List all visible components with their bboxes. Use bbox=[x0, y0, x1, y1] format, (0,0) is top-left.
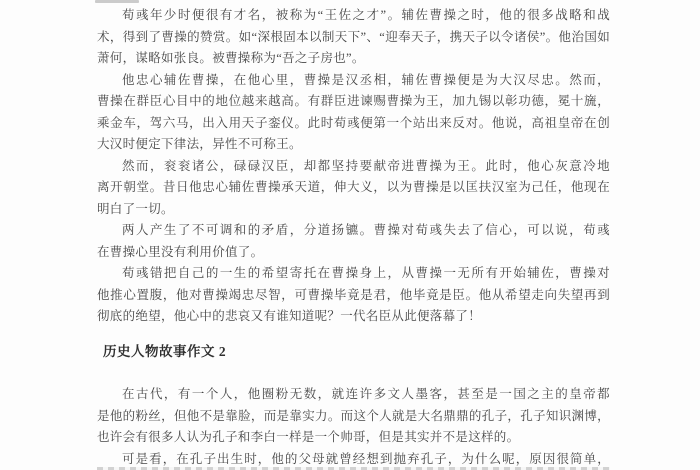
text-line: 在曹操心里没有利用价值了。 bbox=[97, 244, 264, 259]
text-line: 可是看，在孔子出生时，他的父母就曾经想到抛弃孔子，为什么呢，原因很简单， bbox=[122, 451, 610, 466]
text-line: 然而，衮衮诸公，碌碌汉臣，却都坚持要献帝进曹操为王。此时，他心灰意冷地 bbox=[122, 158, 610, 173]
text-line: 彻底的绝望，他心中的悲哀又有谁知道呢？一代名臣从此便落幕了！ bbox=[97, 309, 482, 323]
text-line: 术，得到了曹操的赞赏。如“深根固本以制天下”、“迎奉天子，携天子以令诸侯”。他治国如 bbox=[97, 29, 610, 44]
text-line: 两人产生了不可调和的矛盾，分道扬镳。曹操对荀彧失去了信心，可以说，荀彧 bbox=[122, 223, 610, 237]
text-line: 在古代，有一个人，他圈粉无数，就连许多文人墨客，甚至是一国之主的皇帝都 bbox=[122, 387, 610, 401]
section-2-heading: 历史人物故事作文 2 bbox=[103, 343, 227, 359]
clipped-previous-line-remnant bbox=[95, 0, 139, 3]
essay-1-body bbox=[97, 5, 610, 328]
text-line: 荀彧错把自己的一生的希望寄托在曹操身上，从曹操一无所有开始辅佐，曹操对 bbox=[122, 266, 610, 280]
text-line: 荀彧年少时便很有才名，被称为“王佐之才”。辅佐曹操之时，他的很多战略和战 bbox=[122, 8, 610, 22]
essay-2-body bbox=[97, 384, 610, 470]
text-line: 曹操在群臣心目中的地位越来越高。有群臣进谏赐曹操为王，加九锡以彰功德，冕十旒， bbox=[97, 94, 610, 108]
text-line: 大汉时便定下律法，异性不可称王。 bbox=[97, 137, 302, 151]
text-line: 是他的粉丝，但他不是靠脸，而是靠实力。而这个人就是大名鼎鼎的孔子，孔子知识渊博， bbox=[97, 408, 610, 423]
text-line: 离开朝堂。昔日他忠心辅佐曹操承天道，伸大义，以为曹操是以匡扶汉室为己任，他现在 bbox=[97, 180, 610, 194]
text-line: 他推心置腹，他对曹操竭忠尽智，可曹操毕竟是君，他毕竟是臣。他从希望走向失望再到 bbox=[97, 287, 610, 302]
text-line: 也许会有很多人认为孔子和李白一样是一个帅哥，但是其实并不是这样的。 bbox=[97, 430, 520, 444]
text-line: 乘金车，驾六马，出入用天子銮仪。此时荀彧便第一个站出来反对。他说，高祖皇帝在创 bbox=[97, 115, 610, 130]
text-line: 明白了一切。 bbox=[97, 201, 174, 216]
text-column bbox=[97, 5, 610, 470]
text-line: 他忠心辅佐曹操，在他心里，曹操是汉丞相，辅佐曹操便是为大汉尽忠。然而， bbox=[122, 72, 610, 87]
text-line: 萧何，谋略如张良。被曹操称为“吾之子房也”。 bbox=[97, 51, 365, 65]
